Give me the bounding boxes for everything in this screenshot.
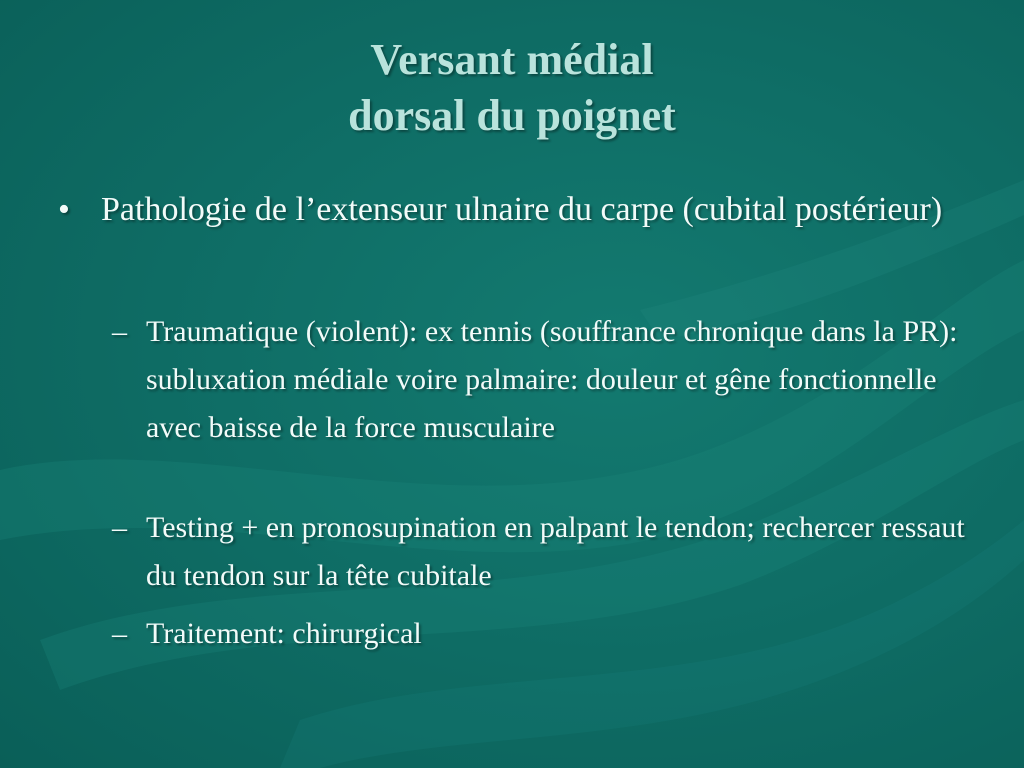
sub-bullet-item [112, 504, 972, 600]
main-bullet-text: Pathologie de l’extenseur ulnaire du carpe (cubital postérieur) [101, 191, 943, 228]
sub-bullet-text: Testing + en pronosupination en palpant le tendon; rechercer ressaut du tendon sur la tête cubitale [146, 511, 965, 592]
dash-icon: – [112, 315, 127, 348]
bullet-icon: • [58, 191, 70, 228]
main-bullet-item [58, 188, 958, 232]
sub-bullet-item [112, 610, 972, 658]
title-line-1: Versant médial [370, 35, 654, 84]
sub-bullet-text: Traumatique (violent): ex tennis (souffrance chronique dans la PR): subluxation médiale voire palmaire: douleur et gêne fonctionnelle avec baisse de la force musculaire [146, 315, 958, 444]
title-line-2: dorsal du poignet [348, 91, 676, 140]
dash-icon: – [112, 617, 127, 650]
sub-bullet-item [112, 308, 972, 452]
dash-icon: – [112, 511, 127, 544]
sub-bullet-text: Traitement: chirurgical [146, 617, 422, 650]
slide-title [0, 32, 1024, 144]
